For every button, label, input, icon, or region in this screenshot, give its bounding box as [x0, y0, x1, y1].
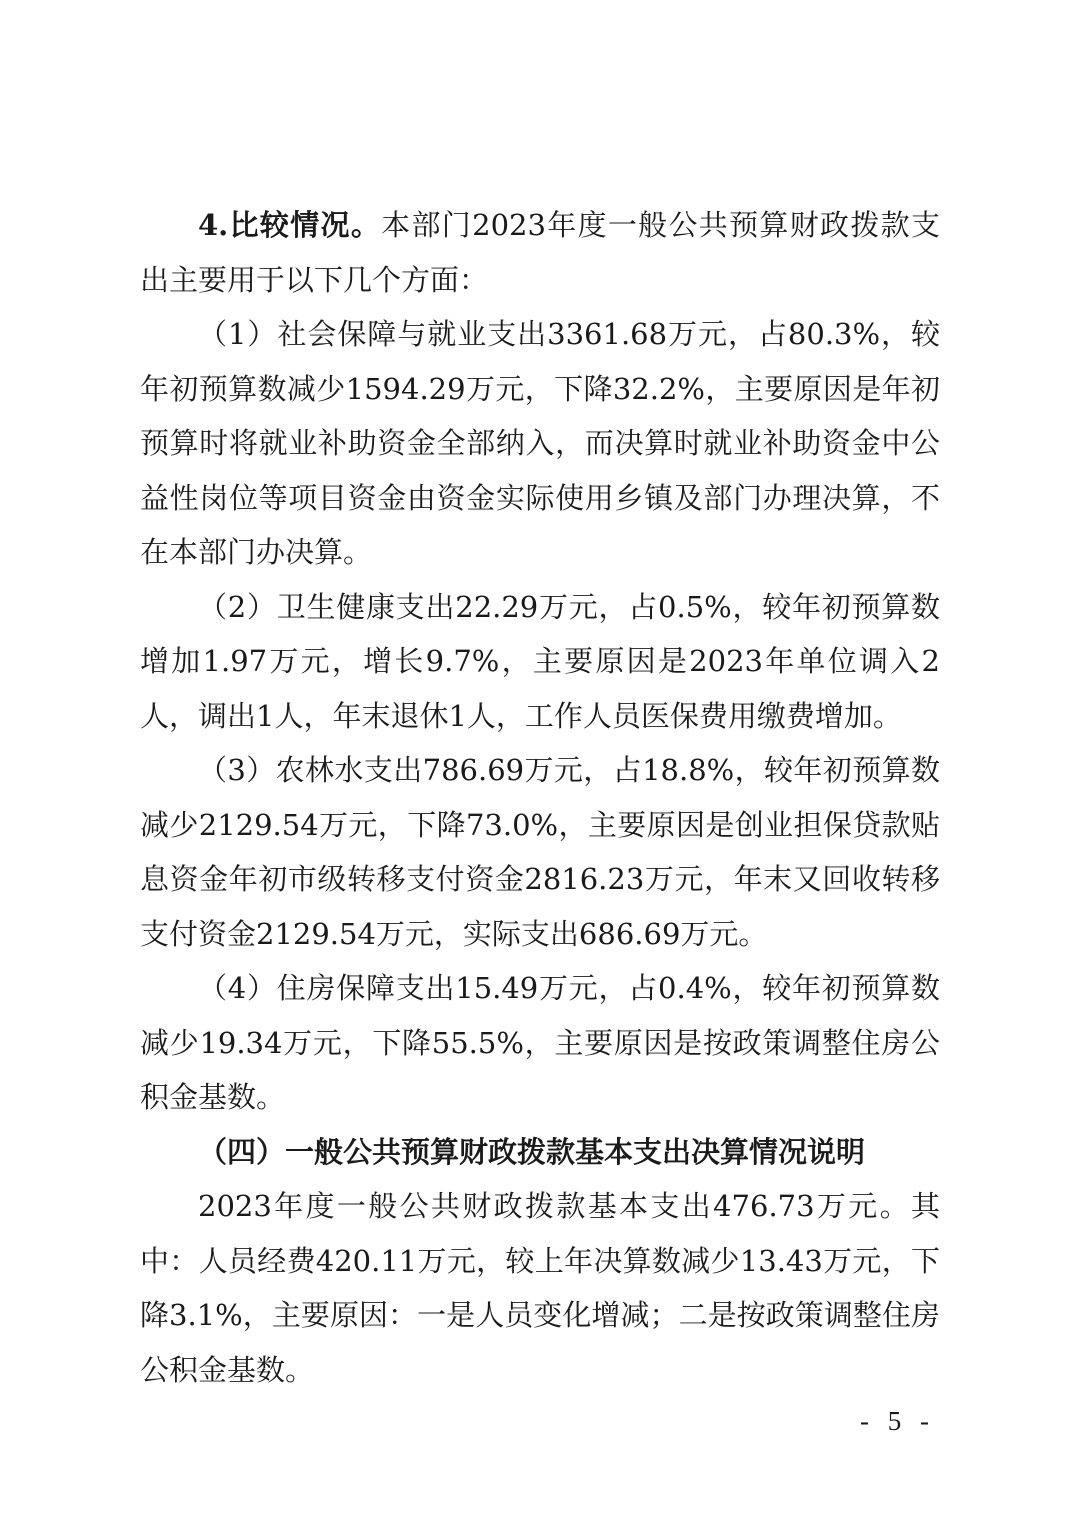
comparison-intro-paragraph — [140, 198, 940, 307]
item-housing: （4）住房保障支出15.49万元，占0.4%，较年初预算数减少19.34万元，下降55.5%，主要原因是按政策调整住房公积金基数。 — [140, 971, 940, 1114]
section-four-heading: （四）一般公共预算财政拨款基本支出决算情况说明 — [198, 1134, 866, 1169]
item-health: （2）卫生健康支出22.29万元，占0.5%，较年初预算数增加1.97万元，增长9.7%，主要原因是2023年单位调入2人，调出1人，年末退休1人，工作人员医保费用缴费增加。 — [140, 589, 940, 733]
item-agriculture: （3）农林水支出786.69万元，占18.8%，较年初预算数减少2129.54万元，下降73.0%，主要原因是创业担保贷款贴息资金年初市级转移支付资金2816.23万元，年末又回收转移支付资金2129.54万元，实际支出686.69万元。 — [140, 753, 940, 951]
comparison-intro-text: 本部门2023年度一般公共预算财政拨款支出主要用于以下几个方面： — [140, 208, 940, 297]
page-number: - 5 - — [860, 1406, 935, 1436]
item-social-security: （1）社会保障与就业支出3361.68万元，占80.3%，较年初预算数减少1594.29万元，下降32.2%，主要原因是年初预算时将就业补助资金全部纳入，而决算时就业补助资金中公益性岗位等项目资金由资金实际使用乡镇及部门办理决算，不在本部门办决算。 — [140, 317, 940, 569]
basic-expense-paragraph: 2023年度一般公共财政拨款基本支出476.73万元。其中：人员经费420.11万元，较上年决算数减少13.43万元，下降3.1%，主要原因：一是人员变化增减；二是按政策调整住房公积金基数。 — [140, 1189, 940, 1387]
document-body — [140, 198, 940, 1397]
comparison-section-lead: 4.比较情况。 — [198, 208, 382, 242]
